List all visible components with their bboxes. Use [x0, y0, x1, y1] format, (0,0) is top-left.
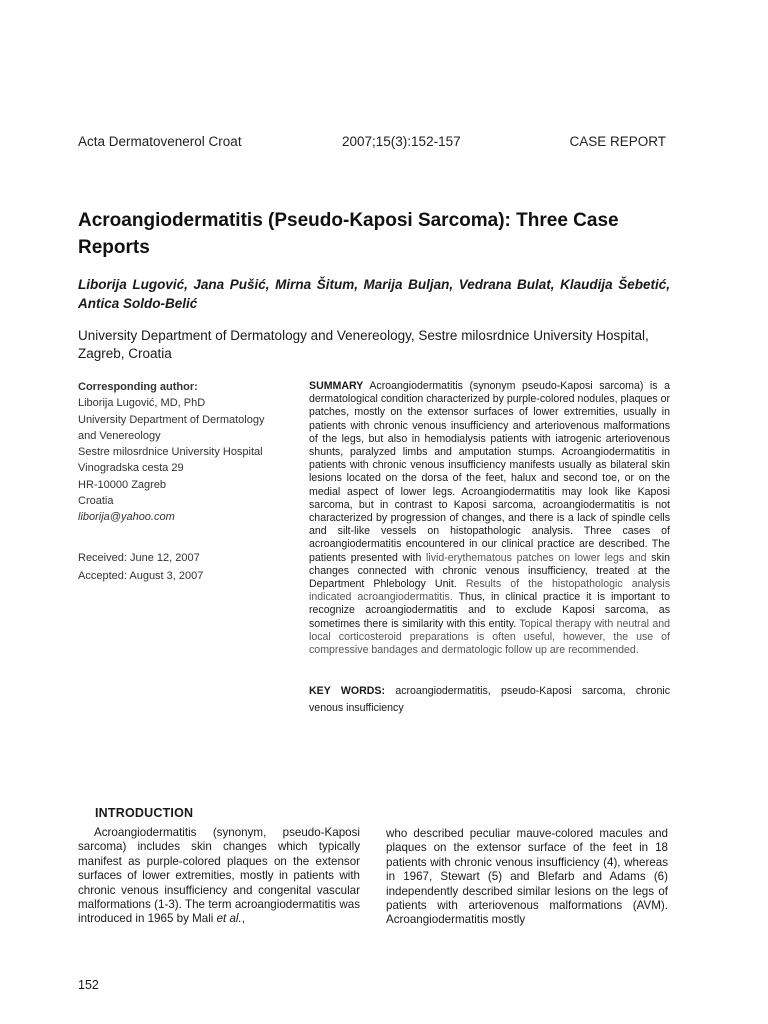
corresponding-label: Corresponding author:	[78, 381, 198, 393]
corresponding-email[interactable]: liborija@yahoo.com	[78, 511, 175, 524]
corresponding-author-block	[78, 379, 288, 526]
keywords-label: KEY WORDS:	[309, 685, 386, 697]
journal-name: Acta Dermatovenerol Croat	[78, 134, 242, 149]
author-list: Liborija Lugović, Jana Pušić, Mirna Šitum, Marija Buljan, Vedrana Bulat, Klaudija Šebetić, Antica Soldo-Belić	[78, 277, 670, 311]
citation: 2007;15(3):152-157	[342, 134, 461, 149]
intro-left-comma: ,	[241, 912, 245, 926]
running-header	[78, 134, 666, 154]
intro-left-column	[78, 826, 360, 927]
corresponding-dept-1: University Department of Dermatology	[78, 413, 265, 426]
keywords-text: acroangiodermatitis, pseudo-Kaposi sarcoma, chronic venous insufficiency	[309, 685, 670, 714]
intro-et-al: et al.	[216, 912, 242, 926]
page-number: 152	[78, 978, 99, 992]
received-date: Received: June 12, 2007	[78, 552, 200, 564]
summary-text-6: Topical therapy with neutral and local corticosteroid preparations is often useful, however, the use of compressive bandages and dermatologic follow up are recommended.	[309, 617, 670, 657]
affiliation: University Department of Dermatology and Venereology, Sestre milosrdnice University Hospital, Zagreb, Croatia	[78, 328, 649, 361]
summary-abstract	[309, 380, 670, 657]
intro-right-column: who described peculiar mauve-colored macules and plaques on the extensor surface of the feet in 18 patients with chronic venous insufficiency (4), whereas in 1967, Stewart (5) and Blefarb and Adams (6) independently described similar lesions on the legs of patients with arteriovenous malformations (AVM). Acroangiodermatitis mostly	[386, 827, 668, 927]
article-type: CASE REPORT	[569, 134, 666, 149]
accepted-date: Accepted: August 3, 2007	[78, 570, 204, 582]
corresponding-street: Vinogradska cesta 29	[78, 462, 184, 475]
dates-block	[78, 549, 288, 585]
summary-text-4: Results of the histopathologic analysis indicated acroangiodermatitis.	[309, 578, 670, 604]
corresponding-name: Liborija Lugović, MD, PhD	[78, 397, 206, 410]
summary-text-1: Acroangiodermatitis (synonym pseudo-Kaposi sarcoma) is a dermatological condition characterized by purple-colored nodules, plaques or patches, mostly on the extensor surfaces of lower extremities, usually in patients with chronic venous insufficiency and arteriovenous malformations of the legs, but also in hemodialysis patients with iatrogenic arteriovenous shunts, paralyzed limbs and amputation stumps. Acroangiodermatitis in patients with chronic venous insufficiency manifests usually as bilateral skin lesions located on the dorsa of the feet, halux and second toe, or on the medial aspect of lower legs. Acroangiodermatitis may look like Kaposi sarcoma, but in contrast to Kaposi sarcoma, acroangiodermatitis is not characterized by progression of changes, and there is a lack of spindle cells and silt-like vessels on histopathologic analysis. Three cases of acroangiodermatitis encountered in our clinical practice are described. The patients presented with	[309, 380, 671, 564]
corresponding-hospital: Sestre milosrdnice University Hospital	[78, 446, 263, 459]
corresponding-dept-2: and Venereology	[78, 429, 161, 442]
article-title: Acroangiodermatitis (Pseudo-Kaposi Sarcoma): Three Case Reports	[78, 210, 619, 258]
corresponding-city: HR-10000 Zagreb	[78, 478, 167, 491]
intro-left-text: Acroangiodermatitis (synonym, pseudo-Kaposi sarcoma) includes skin changes which typically manifest as purple-colored plaques on the extensor surfaces of lower extremities, mostly in patients with chronic venous insufficiency and congenital vascular malformations (1-3). The term acroangiodermatitis was introduced in 1965 by Mali	[78, 826, 360, 926]
introduction-heading: INTRODUCTION	[95, 806, 194, 820]
summary-text-5: Thus, in clinical practice it is important to recognize acroangiodermatitis and to exclude Kaposi sarcoma, as sometimes there is similarity with this entity.	[309, 591, 670, 630]
keywords-block	[309, 683, 670, 717]
corresponding-country: Croatia	[78, 495, 114, 508]
summary-text-2: livid-erythematous patches on lower legs and	[426, 551, 647, 564]
summary-label: SUMMARY	[309, 380, 364, 392]
summary-text-3: skin changes connected with chronic venous insufficiency, treated at the Department Phlebology Unit.	[309, 551, 671, 591]
